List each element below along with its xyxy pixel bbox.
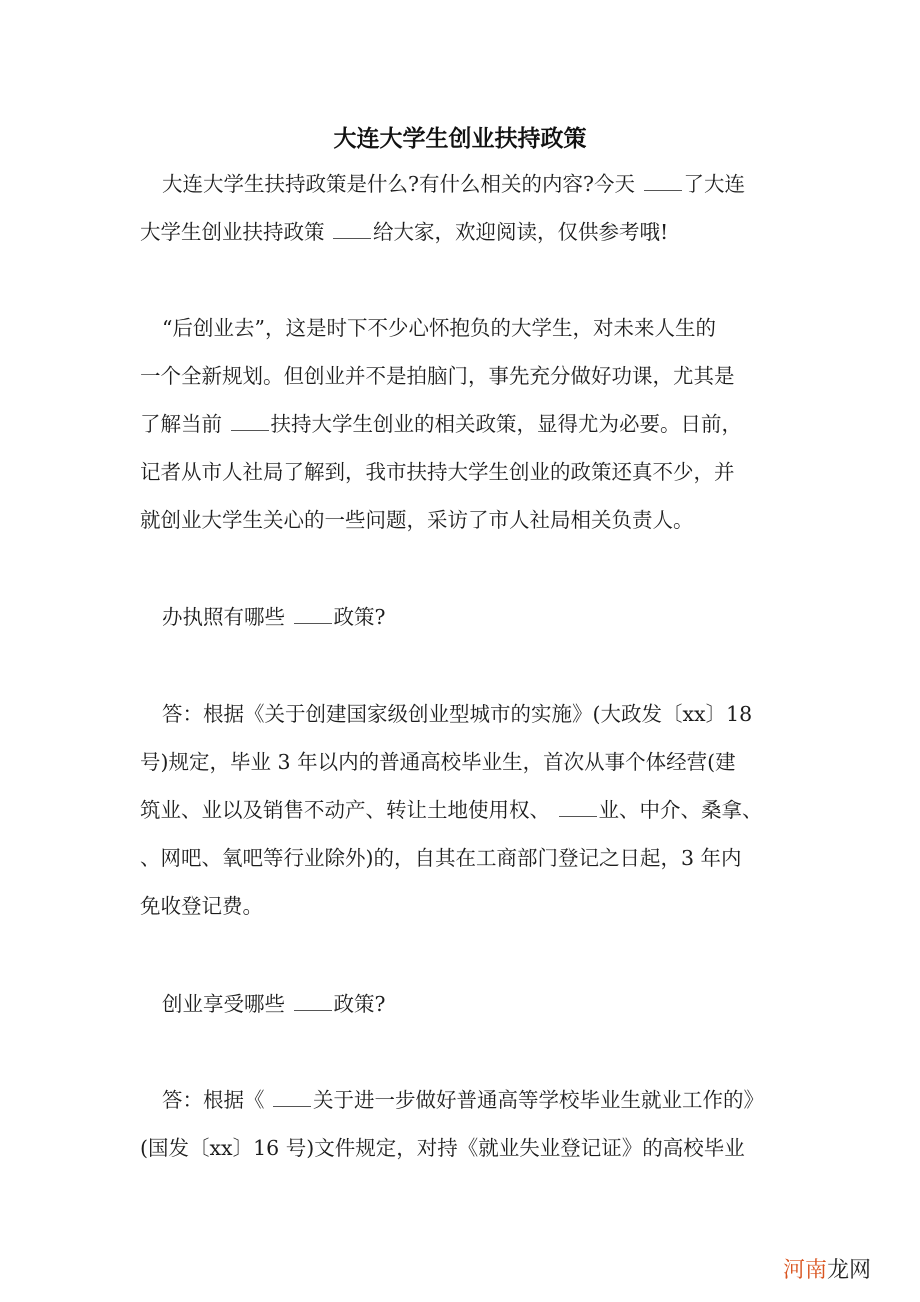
line-text: 关于进一步做好普通高等学校毕业生就业工作的》 [313,1088,765,1112]
blank-placeholder [231,412,269,431]
line-text: 大连大学生扶持政策是什么?有什么相关的内容?今天 [162,172,642,196]
line-text: 办执照有哪些 [162,605,292,629]
paragraph-line [140,796,763,824]
paragraph-line [140,218,668,246]
blank-placeholder [559,798,597,817]
line-text: 创业享受哪些 [162,992,292,1016]
line-text: 了大连 [683,172,745,196]
blank-placeholder [294,605,332,624]
line-text: 大学生创业扶持政策 [140,220,332,244]
line-text: 扶持大学生创业的相关政策，显得尤为必要。日前， [270,412,743,436]
blank-placeholder [273,1088,311,1107]
watermark-part2: 龙网 [827,1258,872,1283]
question-heading [162,990,386,1018]
paragraph-line [162,170,745,198]
blank-placeholder [644,172,682,191]
paragraph-line: “后创业去”，这是时下不少心怀抱负的大学生，对未来人生的 [162,316,716,340]
line-text: 政策? [333,605,386,629]
line-text: 了解当前 [140,412,229,436]
paragraph-line: 答：根据《关于创建国家级创业型城市的实施》(大政发〔xx〕18 [162,702,753,726]
line-text: 给大家，欢迎阅读，仅供参考哦! [373,220,669,244]
paragraph-line [162,1086,764,1114]
paragraph-line: 、网吧、氧吧等行业除外)的，自其在工商部门登记之日起，3 年内 [140,846,742,870]
line-text: 筑业、业以及销售不动产、转让土地使用权、 [140,798,557,822]
question-heading [162,603,386,631]
paragraph-line [140,410,742,438]
watermark-part1: 河南 [783,1258,828,1283]
paragraph-line: (国发〔xx〕16 号)文件规定，对持《就业失业登记证》的高校毕业 [140,1136,745,1160]
paragraph-line: 免收登记费。 [140,894,263,918]
line-text: 业、中介、桑拿、 [598,798,763,822]
line-text: 政策? [333,992,386,1016]
line-text: 答：根据《 [162,1088,272,1112]
blank-placeholder [294,992,332,1011]
document-title: 大连大学生创业扶持政策 [333,126,587,152]
paragraph-line: 就创业大学生关心的一些问题，采访了市人社局相关负责人。 [140,508,694,532]
watermark-logo [783,1253,871,1284]
blank-placeholder [333,220,371,239]
paragraph-line: 号)规定，毕业 3 年以内的普通高校毕业生，首次从事个体经营(建 [140,750,736,774]
paragraph-line: 记者从市人社局了解到，我市扶持大学生创业的政策还真不少，并 [140,460,735,484]
paragraph-line: 一个全新规划。但创业并不是拍脑门，事先充分做好功课，尤其是 [140,364,735,388]
